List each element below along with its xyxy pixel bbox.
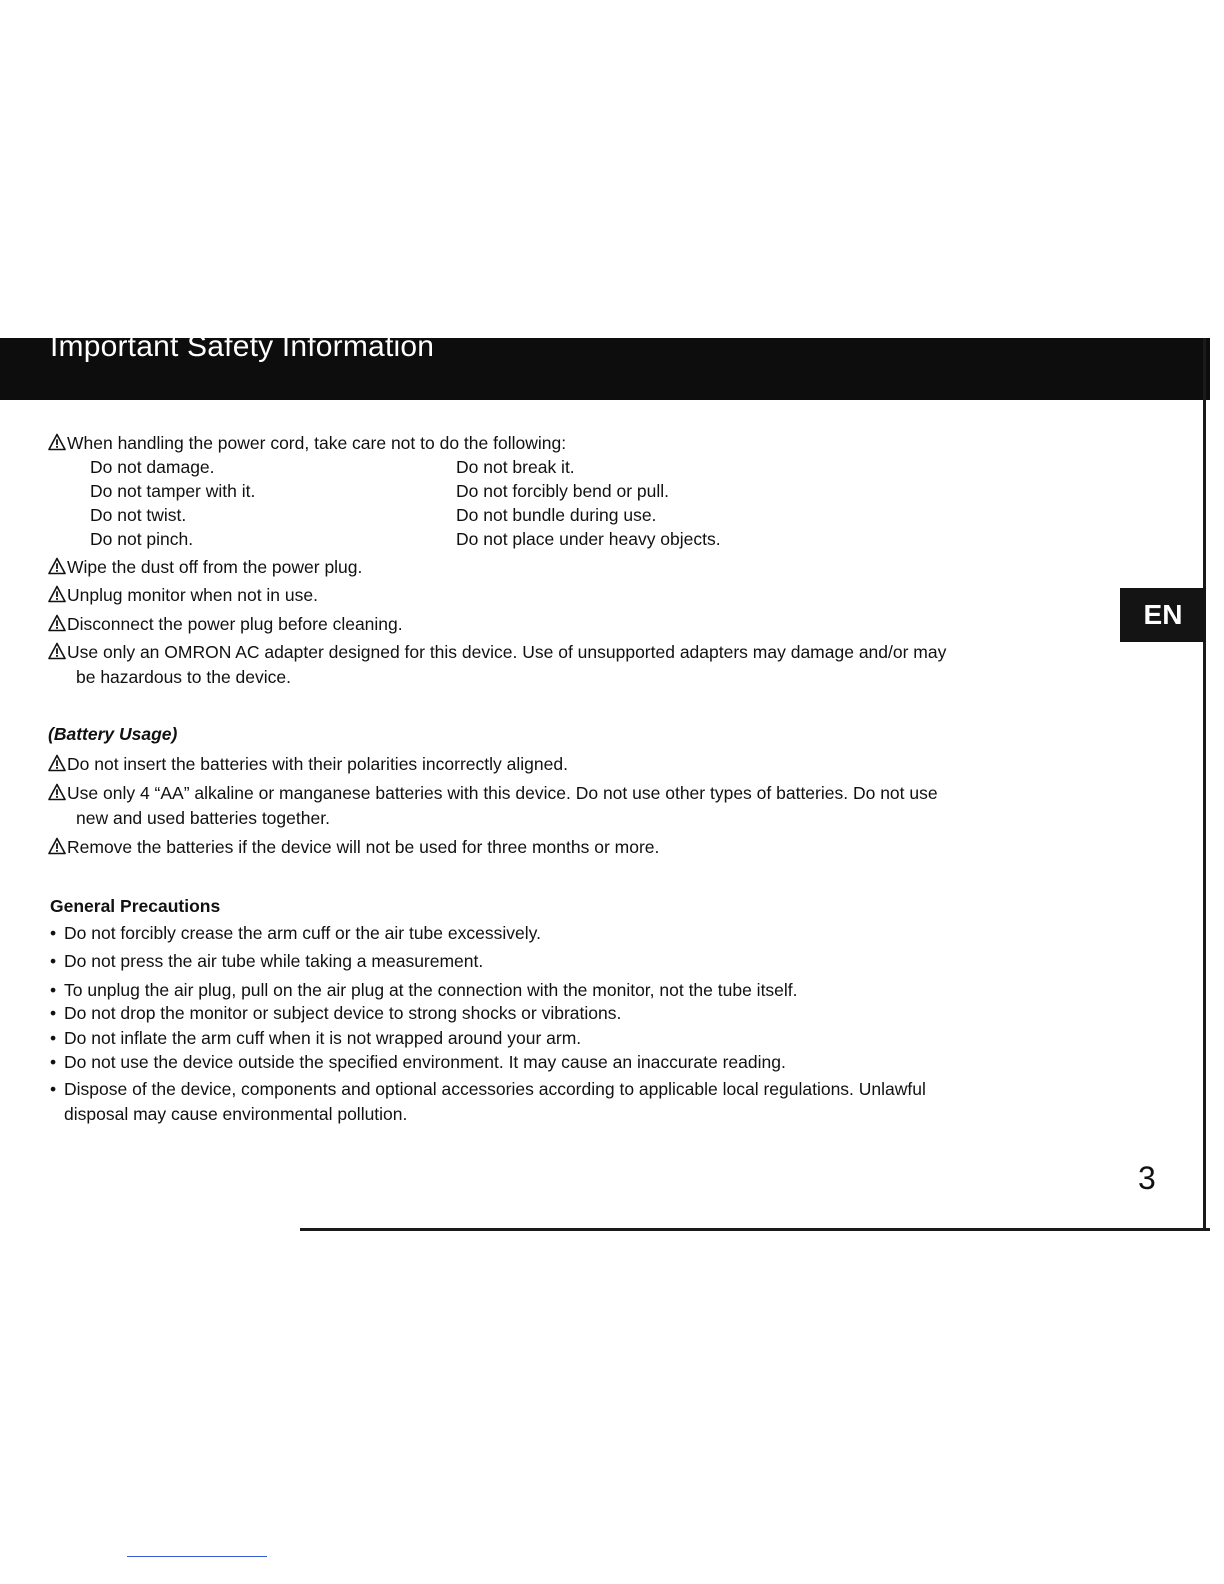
cord-right-item: Do not bundle during use. [456,505,657,525]
warning-triangle-icon [48,614,66,632]
warning-triangle-icon [48,837,66,855]
warning-triangle-icon [48,783,66,801]
precaution-text: Dispose of the device, components and optional accessories according to applicable local regulations. Unlawful [64,1079,926,1099]
bullet: • [50,1079,57,1099]
precaution-text: Do not inflate the arm cuff when it is not wrapped around your arm. [64,1028,582,1048]
adapter-warning-text: Use only an OMRON AC adapter designed for this device. Use of unsupported adapters may damage and/or may [67,642,947,662]
warning-triangle-icon [48,642,66,660]
precaution-text: Do not forcibly crease the arm cuff or the air tube excessively. [64,923,541,943]
warning-triangle-icon [48,557,66,575]
battery-warning-text: Use only 4 “AA” alkaline or manganese batteries with this device. Do not use other types of batteries. Do not use [67,783,938,803]
battery-warning-text: Remove the batteries if the device will not be used for three months or more. [67,837,660,857]
warning-triangle-icon [48,754,66,772]
bullet: • [50,1028,57,1048]
warning-line [48,584,318,606]
precaution-item [50,979,798,1001]
cord-right-item: Do not place under heavy objects. [456,529,721,549]
battery-warning [48,782,938,804]
warning-triangle-icon [48,433,66,451]
warning-text: Disconnect the power plug before cleaning. [67,614,403,634]
cord-left-item: Do not tamper with it. [90,481,256,501]
cord-left-item: Do not damage. [90,457,215,477]
general-precautions-heading: General Precautions [50,896,221,916]
page-number: 3 [1138,1160,1156,1196]
power-cord-intro: When handling the power cord, take care not to do the following: [67,433,567,453]
cord-left-item: Do not pinch. [90,529,194,549]
battery-warning-continuation: new and used batteries together. [76,808,330,828]
warning-line [48,556,362,578]
warning-line [48,613,403,635]
warning-text: Unplug monitor when not in use. [67,585,318,605]
page-title: Important Safety Information [50,330,435,363]
warning-triangle-icon [48,585,66,603]
bullet: • [50,1003,57,1023]
precaution-item [50,922,541,944]
precaution-text: Do not use the device outside the specified environment. It may cause an inaccurate reading. [64,1052,786,1072]
bullet: • [50,980,57,1000]
adapter-warning [48,641,946,663]
adapter-warning-continuation: be hazardous to the device. [76,667,292,687]
precaution-item [50,1051,786,1073]
bottom-link-line [127,1556,267,1557]
battery-warning [48,836,659,858]
battery-warning-text: Do not insert the batteries with their polarities incorrectly aligned. [67,754,568,774]
cord-right-item: Do not break it. [456,457,575,477]
bottom-rule [300,1228,1210,1231]
precaution-item [50,1078,926,1100]
battery-warning [48,753,568,775]
cord-right-item: Do not forcibly bend or pull. [456,481,670,501]
language-tab: EN [1120,588,1206,642]
cord-left-item: Do not twist. [90,505,187,525]
bullet: • [50,951,57,971]
precaution-text: Do not drop the monitor or subject device to strong shocks or vibrations. [64,1003,622,1023]
battery-usage-heading: (Battery Usage) [48,724,178,744]
bullet: • [50,1052,57,1072]
right-margin-rule [1203,338,1206,1228]
precaution-continuation: disposal may cause environmental pollution. [64,1104,408,1124]
precaution-item [50,950,483,972]
precaution-text: To unplug the air plug, pull on the air plug at the connection with the monitor, not the tube itself. [64,980,798,1000]
bullet: • [50,923,57,943]
power-cord-warning [48,432,566,454]
warning-text: Wipe the dust off from the power plug. [67,557,363,577]
precaution-item [50,1027,581,1049]
precaution-item [50,1002,621,1024]
precaution-text: Do not press the air tube while taking a measurement. [64,951,484,971]
